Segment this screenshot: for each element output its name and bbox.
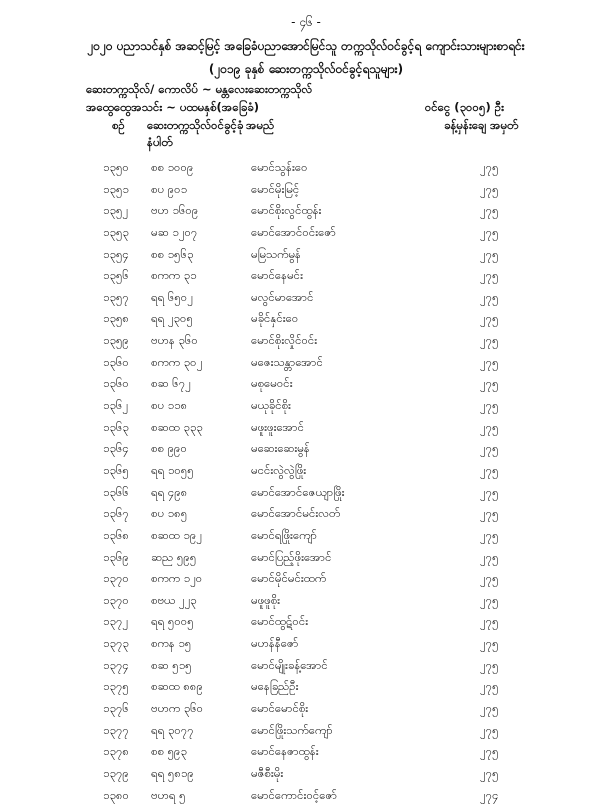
column-header-roll-number: ဆေးတက္ကသိုလ်ဝင်ခွင့်ခုံ xyxy=(147,118,244,132)
marks-cell: ၂၇၅ xyxy=(480,614,499,629)
marks-cell: ၂၇၅ xyxy=(480,398,499,413)
marks-cell: ၂၇၅ xyxy=(480,441,499,456)
table-row xyxy=(0,764,612,786)
document-title: ၂၀၂၀ ပညာသင်နှစ် အဆင့်မြင့် အခြေခံပညာအောင်မြင်သူ တက္ကသိုလ်ဝင်ခွင့်ရ ကျောင်းသားများစာရင်း xyxy=(87,39,525,53)
table-row xyxy=(0,309,612,331)
table-row xyxy=(0,526,612,548)
marks-cell: ၂၇၅ xyxy=(480,333,499,348)
marks-cell: ၂၇၅ xyxy=(480,722,499,737)
name-cell: မောင်အောင်ဇေယျာဖြိုး xyxy=(251,484,345,499)
serial-cell: ၁၃၆၀ xyxy=(103,354,129,369)
column-header-roll-number-line2: နံပါတ် xyxy=(147,135,173,149)
table-row xyxy=(0,569,612,591)
roll-number-cell: စကက ၃၀၂ xyxy=(151,354,203,369)
marks-cell: ၂၇၅ xyxy=(480,203,499,218)
serial-cell: ၁၃၅၂ xyxy=(103,203,129,218)
serial-cell: ၁၃၇၆ xyxy=(103,701,129,716)
table-row xyxy=(0,483,612,505)
name-cell: မမြသက်မွန် xyxy=(251,246,301,261)
name-cell: မဇေးသန္တာအောင် xyxy=(251,354,323,369)
roll-number-cell: စဆထ ၃၃၃ xyxy=(151,419,203,434)
table-row xyxy=(0,266,612,288)
department-heading: ဆေးတက္ကသိုလ်/ ကောလိပ် ~ မန္တလေးဆေးတက္ကသိုလ် xyxy=(86,82,313,96)
table-row xyxy=(0,721,612,743)
marks-cell: ၂၇၅ xyxy=(480,484,499,499)
name-cell: မဖူးဖူးအောင် xyxy=(251,419,305,434)
table-row xyxy=(0,656,612,678)
serial-cell: ၁၃၆၄ xyxy=(103,441,129,456)
roll-number-cell: စဆထ ၁၉၂ xyxy=(151,527,202,542)
column-header-serial: စဉ် xyxy=(112,118,125,132)
serial-cell: ၁၃၇၈ xyxy=(103,744,129,759)
marks-cell: ၂၇၅ xyxy=(480,657,499,672)
marks-cell: ၂၇၅ xyxy=(480,289,499,304)
roll-number-cell: စပ ၁၈၅ xyxy=(151,506,188,521)
name-cell: မောင်နေမင်း xyxy=(251,268,303,283)
table-row xyxy=(0,677,612,699)
roll-number-cell: ဗဟရ ၅ xyxy=(151,787,186,802)
roll-number-cell: ရရ ၂၃၀၅ xyxy=(151,311,193,326)
marks-cell: ၂၇၅ xyxy=(480,701,499,716)
serial-cell: ၁၃၅၇ xyxy=(103,289,129,304)
name-cell: မောင်မျိုးခန့်အောင် xyxy=(251,657,328,672)
table-row xyxy=(0,699,612,721)
marks-cell: ၂၇၅ xyxy=(480,268,499,283)
name-cell: မနေခြည်ဦး xyxy=(251,679,299,694)
roll-number-cell: စဆ ၆၇၂ xyxy=(151,376,191,391)
roll-number-cell: စစ ၁၀၀၉ xyxy=(151,160,194,174)
name-cell: မစုမေဝင်း xyxy=(251,376,293,391)
table-row xyxy=(0,742,612,764)
table-row xyxy=(0,158,612,180)
table-row xyxy=(0,201,612,223)
serial-cell: ၁၃၅၆ xyxy=(103,268,129,283)
roll-number-cell: ရရ ၅၀၀၅ xyxy=(151,614,194,629)
roll-number-cell: ဗဟက ၃၆၀ xyxy=(151,701,204,716)
name-cell: မောင်အောင်မင်းလတ် xyxy=(251,506,341,521)
serial-cell: ၁၃၇၃ xyxy=(103,636,129,651)
table-row xyxy=(0,288,612,310)
table-row xyxy=(0,634,612,656)
page-number: - ၄၆ - xyxy=(291,15,321,29)
table-row xyxy=(0,245,612,267)
marks-cell: ၂၇၅ xyxy=(480,549,499,564)
serial-cell: ၁၃၇၇ xyxy=(103,722,129,737)
roll-number-cell: ဗဟန ၃၆၀ xyxy=(151,333,198,348)
name-cell: မောင်ထွဋ်ဝင်း xyxy=(251,614,309,629)
marks-cell: ၂၇၄ xyxy=(480,787,499,802)
serial-cell: ၁၃၆၈ xyxy=(103,527,129,542)
name-cell: မောင်ပြည့်ဖိုးအောင် xyxy=(251,549,332,564)
section-total: ဝင်ငွေ (၃၀၀၅) ဦး xyxy=(424,100,504,114)
serial-cell: ၁၃၅၁ xyxy=(103,181,129,196)
table-row xyxy=(0,418,612,440)
serial-cell: ၁၃၆၃ xyxy=(103,419,129,434)
marks-cell: ၂၇၅ xyxy=(480,527,499,542)
roll-number-cell: မဆ ၁၂၀၇ xyxy=(151,224,198,239)
table-row xyxy=(0,591,612,613)
serial-cell: ၁၃၆၀ xyxy=(103,376,129,391)
name-cell: မောင်သွန်းဝေ xyxy=(251,160,308,174)
serial-cell: ၁၃၆၂ xyxy=(103,398,129,413)
roll-number-cell: စစ ၁၅၆၃ xyxy=(151,246,194,261)
table-row xyxy=(0,786,612,807)
roll-number-cell: ရရ ၄၉၈ xyxy=(151,484,188,499)
table-row xyxy=(0,374,612,396)
serial-cell: ၁၃၅၉ xyxy=(103,333,129,348)
document-subtitle: (၂၀၁၉ ခုနှစ် ဆေးတက္ကသိုလ်ဝင်ခွင့်ရသူများ) xyxy=(208,62,404,76)
roll-number-cell: စကက ၃၁ xyxy=(151,268,197,283)
serial-cell: ၁၃၇၀ xyxy=(103,571,129,586)
roll-number-cell: စပ ၁၁၈ xyxy=(151,398,188,413)
table-row xyxy=(0,223,612,245)
table-row xyxy=(0,612,612,634)
serial-cell: ၁၃၇၂ xyxy=(103,614,129,629)
name-cell: မဆေးဆေးမွန် xyxy=(251,441,310,456)
column-header-name: အမည် xyxy=(246,118,275,132)
table-row xyxy=(0,548,612,570)
table-row xyxy=(0,396,612,418)
marks-cell: ၂၇၅ xyxy=(480,419,499,434)
roll-number-cell: စဆ ၅၁၅ xyxy=(151,657,192,672)
serial-cell: ၁၃၇၄ xyxy=(103,657,129,672)
marks-cell: ၂၇၅ xyxy=(480,311,499,326)
name-cell: မောင်ဖြိုးသက်ကျော် xyxy=(251,722,333,737)
name-cell: မောင်မောင်စိုး xyxy=(251,701,309,716)
serial-cell: ၁၃၆၇ xyxy=(103,506,129,521)
marks-cell: ၂၇၅ xyxy=(480,224,499,239)
table-row xyxy=(0,461,612,483)
serial-cell: ၁၃၇၀ xyxy=(103,592,129,607)
marks-cell: ၂၇၅ xyxy=(480,246,499,261)
roll-number-cell: ရရ ၅၈၁၉ xyxy=(151,765,194,780)
marks-cell: ၂၇၅ xyxy=(480,765,499,780)
serial-cell: ၁၃၅၈ xyxy=(103,311,129,326)
marks-cell: ၂၇၅ xyxy=(480,571,499,586)
name-cell: မခိုင်နှင်းဝေ xyxy=(251,311,299,326)
name-cell: မောင်အောင်ဝင်းဇော် xyxy=(251,224,336,239)
name-cell: မောင်ကောင်းဝင့်ဇော် xyxy=(251,787,338,802)
student-list xyxy=(0,158,612,807)
name-cell: မောင်မိုးမြင့် xyxy=(251,181,300,196)
marks-cell: ၂၇၅ xyxy=(480,181,499,196)
serial-cell: ၁၃၅၀ xyxy=(103,160,129,174)
name-cell: မောင်ရဖြိုးကျော် xyxy=(251,527,317,542)
roll-number-cell: ရရ ၃၀၇၇ xyxy=(151,722,194,737)
roll-number-cell: စပ ၉၀၁ xyxy=(151,181,188,196)
name-cell: မောင်မိုင်မင်းထက် xyxy=(251,571,327,586)
roll-number-cell: စကန ၁၅ xyxy=(151,636,192,651)
marks-cell: ၂၇၅ xyxy=(480,679,499,694)
table-row xyxy=(0,353,612,375)
table-row xyxy=(0,439,612,461)
name-cell: မဟန်နီဇော် xyxy=(251,636,299,651)
marks-cell: ၂၇၅ xyxy=(480,160,499,174)
name-cell: မယုခိုင်စိုး xyxy=(251,398,291,413)
table-row xyxy=(0,180,612,202)
section-heading: အထွေထွေအသင်း ~ ပထမနှစ်(အခြေခံ) xyxy=(86,100,259,114)
table-row xyxy=(0,504,612,526)
roll-number-cell: စစ ၉၉၀ xyxy=(151,441,187,456)
roll-number-cell: ဆည ၅၉၅ xyxy=(151,549,197,564)
marks-cell: ၂၇၅ xyxy=(480,506,499,521)
roll-number-cell: စဆထ ၈၈၉ xyxy=(151,679,203,694)
serial-cell: ၁၃၇၅ xyxy=(103,679,129,694)
marks-cell: ၂၇၅ xyxy=(480,744,499,759)
marks-cell: ၂၇၅ xyxy=(480,354,499,369)
name-cell: မောင်စိုးလှိုင်ဝင်း xyxy=(251,333,318,348)
name-cell: မငင်းလွဲလွဲဖြိုး xyxy=(251,462,307,477)
roll-number-cell: စကက ၁၂၀ xyxy=(151,571,203,586)
roll-number-cell: ရရ ၆၅၀၂ xyxy=(151,289,193,304)
name-cell: မဖူဖူစိုး xyxy=(251,592,281,607)
serial-cell: ၁၃၇၉ xyxy=(103,765,129,780)
roll-number-cell: စဗယ ၂၂၃ xyxy=(151,592,197,607)
serial-cell: ၁၃၅၃ xyxy=(103,224,129,239)
roll-number-cell: ရရ ၁၀၅၅ xyxy=(151,462,194,477)
serial-cell: ၁၃၆၅ xyxy=(103,462,129,477)
marks-cell: ၂၇၅ xyxy=(480,462,499,477)
table-row xyxy=(0,331,612,353)
serial-cell: ၁၃၈၀ xyxy=(103,787,129,802)
name-cell: မောင်စိုးလွင်ထွန်း xyxy=(251,203,322,218)
marks-cell: ၂၇၅ xyxy=(480,592,499,607)
roll-number-cell: စစ ၅၉၃ xyxy=(151,744,187,759)
roll-number-cell: ဗဟ ၁၆၀၉ xyxy=(151,203,199,218)
name-cell: မောင်နေဇာထွန်း xyxy=(251,744,319,759)
column-header-marks: ခန့်မှန်းချေ အမှတ် xyxy=(444,118,519,132)
serial-cell: ၁၃၅၄ xyxy=(103,246,129,261)
marks-cell: ၂၇၅ xyxy=(480,636,499,651)
serial-cell: ၁၃၆၉ xyxy=(103,549,129,564)
name-cell: မဇီစီးမိုး xyxy=(251,765,284,780)
name-cell: မလွင်မာအောင် xyxy=(251,289,314,304)
serial-cell: ၁၃၆၆ xyxy=(103,484,129,499)
marks-cell: ၂၇၅ xyxy=(480,376,499,391)
